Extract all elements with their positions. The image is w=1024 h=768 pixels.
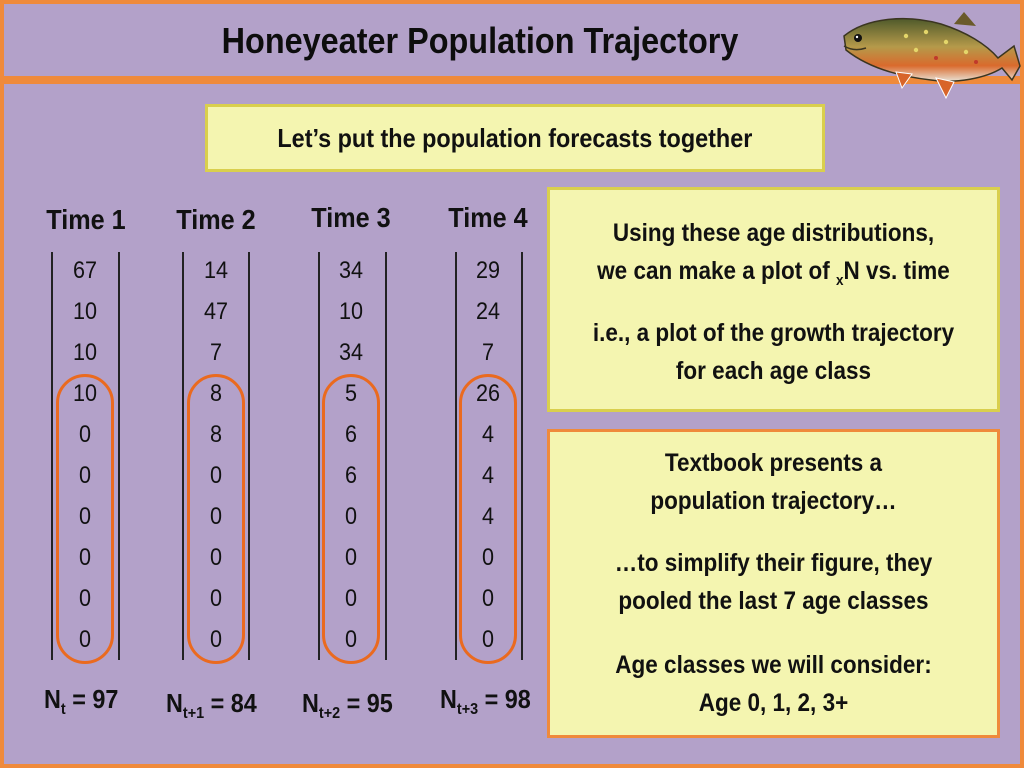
column-header-time-4: Time 4 [448, 202, 528, 233]
total-time-2: $N_{t+1} = 84$ [166, 688, 257, 723]
age-value: 29 [475, 257, 501, 284]
age-value: 14 [203, 257, 229, 284]
column-2-values [181, 254, 251, 664]
age-value: 0 [481, 544, 495, 571]
age-value: 0 [78, 585, 92, 612]
note-paragraph-1: Using these age distributions, we can make a plot of $_x$N vs. time [550, 214, 997, 300]
note-paragraph-2: i.e., a plot of the growth trajectory for each age class [592, 319, 955, 385]
textbook-paragraph-1: Textbook presents a population trajectory… [650, 449, 897, 515]
column-header-time-1: Time 1 [46, 204, 126, 235]
column-header-time-3: Time 3 [311, 202, 391, 233]
age-value: 8 [209, 421, 223, 448]
age-value: 34 [338, 339, 364, 366]
banner-text: Let’s put the population forecasts together [277, 123, 753, 153]
column-3-values [316, 254, 386, 664]
age-value: 0 [78, 544, 92, 571]
age-value: 0 [481, 585, 495, 612]
column-1-values [50, 254, 120, 664]
note-line-2: we can make a plot of $_x$N vs. time [597, 257, 950, 289]
textbook-note-box [547, 429, 1000, 738]
age-value: 0 [209, 626, 223, 653]
age-value: 7 [481, 339, 495, 366]
age-value: 26 [475, 380, 501, 407]
forecast-banner [205, 104, 825, 172]
age-value: 8 [209, 380, 223, 407]
age-value: 4 [481, 503, 495, 530]
age-value: 6 [344, 462, 358, 489]
total-time-4: $N_{t+3} = 98$ [440, 684, 531, 719]
age-value: 34 [338, 257, 364, 284]
age-value: 0 [209, 462, 223, 489]
age-value: 7 [209, 339, 223, 366]
age-distribution-note-box [547, 187, 1000, 412]
age-value: 0 [344, 544, 358, 571]
age-value: 0 [481, 626, 495, 653]
age-value: 0 [78, 626, 92, 653]
age-value: 0 [344, 626, 358, 653]
age-value: 0 [78, 421, 92, 448]
age-value: 4 [481, 421, 495, 448]
age-value: 5 [344, 380, 358, 407]
age-value: 6 [344, 421, 358, 448]
column-header-time-2: Time 2 [176, 204, 256, 235]
age-value: 0 [344, 503, 358, 530]
age-value: 0 [209, 585, 223, 612]
age-value: 0 [344, 585, 358, 612]
column-4-values [453, 254, 523, 664]
age-value: 4 [481, 462, 495, 489]
textbook-paragraph-3: Age classes we will consider: Age 0, 1, 2, 3+ [615, 651, 932, 717]
slide-title: Honeyeater Population Trajectory [221, 20, 739, 61]
total-time-3: $N_{t+2} = 95$ [302, 688, 393, 723]
age-value: 47 [203, 298, 229, 325]
age-value: 10 [72, 380, 98, 407]
age-value: 67 [72, 257, 98, 284]
total-time-1: $N_t = 97$ [44, 684, 119, 719]
age-value: 10 [72, 339, 98, 366]
textbook-paragraph-2: …to simplify their figure, they pooled the last 7 age classes [614, 549, 933, 615]
age-value: 10 [72, 298, 98, 325]
age-value: 0 [209, 503, 223, 530]
age-value: 24 [475, 298, 501, 325]
age-value: 0 [78, 503, 92, 530]
age-value: 0 [78, 462, 92, 489]
age-value: 10 [338, 298, 364, 325]
trout-fish-icon [836, 6, 1022, 114]
age-value: 0 [209, 544, 223, 571]
